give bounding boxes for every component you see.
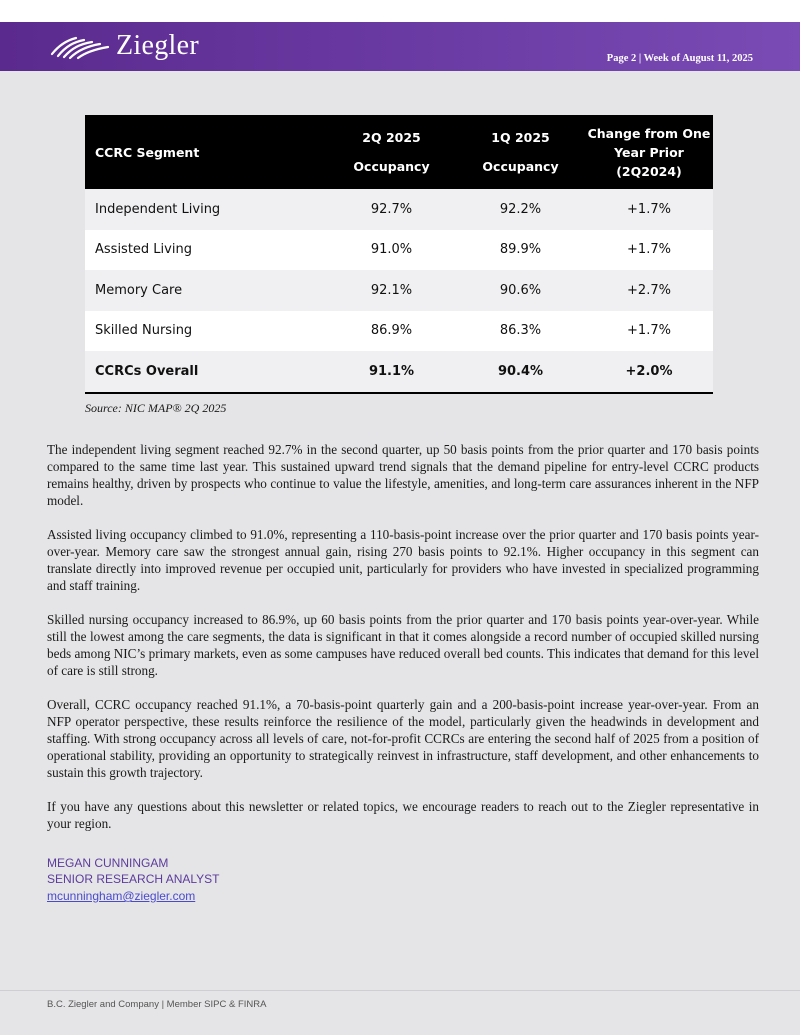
row-segment: Assisted Living bbox=[85, 230, 327, 271]
ziegler-wave-logo-icon bbox=[50, 32, 114, 60]
table-row bbox=[85, 189, 713, 230]
table-row bbox=[85, 230, 713, 271]
signature-block bbox=[47, 855, 220, 904]
page-header bbox=[0, 22, 800, 71]
row-segment: CCRCs Overall bbox=[85, 351, 327, 393]
header-change-line1: Change from One bbox=[587, 125, 711, 141]
row-q1: 92.2% bbox=[456, 189, 585, 230]
paragraph: Overall, CCRC occupancy reached 91.1%, a 70-basis-point quarterly gain and a 200-basis-point increase year-over-year. From an NFP operator perspective, these results reinforce the resilience of the model, particularly given the headwinds in development and staffing. With strong occupancy across all levels of care, not-for-profit CCRCs are entering the second half of 2025 from a position of operational stability, providing an opportunity to strategically reinvest in infrastructure, staff development, and other enhancements to sustain this growth trajectory. bbox=[47, 697, 759, 780]
row-q2: 91.0% bbox=[327, 230, 456, 271]
header-q1-line1: 1Q 2025 bbox=[491, 130, 550, 145]
table-header-row bbox=[85, 115, 713, 189]
row-segment: Memory Care bbox=[85, 270, 327, 311]
header-q2-line2: Occupancy bbox=[353, 159, 430, 174]
header-change-line2: Year Prior (2Q2024) bbox=[614, 144, 684, 179]
row-change: +2.7% bbox=[585, 270, 713, 311]
occupancy-table bbox=[85, 115, 713, 394]
top-strip bbox=[0, 0, 800, 22]
header-q2 bbox=[327, 115, 456, 189]
row-q2: 92.7% bbox=[327, 189, 456, 230]
row-change: +1.7% bbox=[585, 311, 713, 352]
ziegler-logo bbox=[50, 28, 199, 64]
header-q2-line1: 2Q 2025 bbox=[362, 130, 421, 145]
header-q1 bbox=[456, 115, 585, 189]
row-q1: 89.9% bbox=[456, 230, 585, 271]
row-segment: Independent Living bbox=[85, 189, 327, 230]
row-segment: Skilled Nursing bbox=[85, 311, 327, 352]
row-q2: 91.1% bbox=[327, 351, 456, 393]
page-label: Page 2 | Week of August 11, 2025 bbox=[606, 53, 753, 64]
table-row-total bbox=[85, 351, 713, 393]
paragraph: Assisted living occupancy climbed to 91.0%, representing a 110-basis-point increase over the prior quarter and 170 basis points year-over-year. Memory care saw the strongest annual gain, rising 270 basis points to 92.1%. Higher occupancy in this segment can translate directly into improved revenue per occupied unit, particularly for providers who have invested in specialized programming and staff training. bbox=[47, 527, 759, 593]
author-name: MEGAN CUNNINGAM bbox=[47, 856, 169, 870]
article-body bbox=[47, 441, 759, 849]
row-q1: 90.6% bbox=[456, 270, 585, 311]
table-row bbox=[85, 270, 713, 311]
table-source: Source: NIC MAP® 2Q 2025 bbox=[85, 401, 227, 415]
header-change bbox=[585, 115, 713, 189]
header-segment: CCRC Segment bbox=[85, 115, 327, 189]
paragraph: Skilled nursing occupancy increased to 86.9%, up 60 basis points from the prior quarter and 170 basis points year-over-year. While still the lowest among the care segments, the data is significant in that it comes alongside a record number of occupied skilled nursing beds among NIC’s primary markets, even as some campuses have reduced overall bed counts. This indicates that demand for this level of care is still strong. bbox=[47, 612, 759, 678]
author-email-link[interactable]: mcunningham@ziegler.com bbox=[47, 889, 196, 903]
row-change: +2.0% bbox=[585, 351, 713, 393]
row-change: +1.7% bbox=[585, 189, 713, 230]
table-row bbox=[85, 311, 713, 352]
logo-text: Ziegler bbox=[116, 30, 199, 61]
author-title: SENIOR RESEARCH ANALYST bbox=[47, 872, 220, 886]
paragraph: If you have any questions about this newsletter or related topics, we encourage readers to reach out to the Ziegler representative in your region. bbox=[47, 799, 759, 831]
row-q2: 92.1% bbox=[327, 270, 456, 311]
row-q1: 90.4% bbox=[456, 351, 585, 393]
footer-divider bbox=[0, 990, 800, 991]
page-footer: B.C. Ziegler and Company | Member SIPC & FINRA bbox=[47, 999, 267, 1010]
header-q1-line2: Occupancy bbox=[482, 159, 559, 174]
row-q1: 86.3% bbox=[456, 311, 585, 352]
row-q2: 86.9% bbox=[327, 311, 456, 352]
row-change: +1.7% bbox=[585, 230, 713, 271]
paragraph: The independent living segment reached 92.7% in the second quarter, up 50 basis points from the prior quarter and 170 basis points compared to the same time last year. This sustained upward trend signals that the demand pipeline for entry-level CCRC products remains healthy, driven by prospects who continue to value the lifestyle, amenities, and long-term care assurances inherent in the NFP model. bbox=[47, 442, 759, 508]
